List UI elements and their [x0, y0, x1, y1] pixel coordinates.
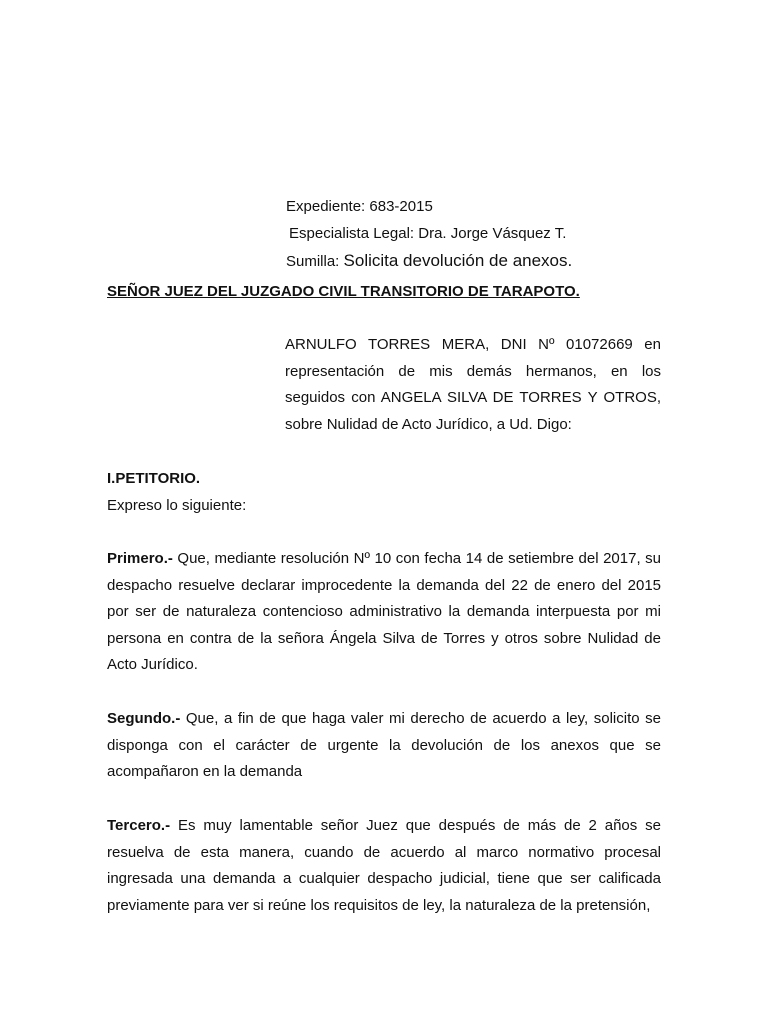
- addressee-heading: SEÑOR JUEZ DEL JUZGADO CIVIL TRANSITORIO DE TARAPOTO.: [107, 283, 580, 300]
- sumilla-label: Sumilla:: [286, 253, 340, 270]
- petitorio-subtitle: Expreso lo siguiente:: [107, 497, 247, 514]
- paragraph-label: Primero.-: [107, 550, 173, 567]
- especialista-line: Especialista Legal: Dra. Jorge Vásquez T.: [289, 225, 567, 242]
- paragraph-primero: [107, 546, 661, 679]
- paragraph-text: Que, a fin de que haga valer mi derecho de acuerdo a ley, solicito se disponga con el carácter de urgente la devolución de los anexos que se acompañaron en la demanda: [107, 710, 661, 781]
- paragraph-tercero: [107, 813, 661, 919]
- sumilla-value: Solicita devolución de anexos.: [343, 251, 573, 270]
- sumilla-line: [286, 252, 572, 271]
- expediente-line: Expediente: 683-2015: [286, 198, 433, 215]
- paragraph-text: Es muy lamentable señor Juez que después de más de 2 años se resuelva de esta manera, cuando de acuerdo al marco normativo procesal ingresada una demanda a cualquier despacho judicial, tiene que ser calificada previamente para ver si reúne los requisitos de ley, la naturaleza de la pretensión,: [107, 817, 661, 914]
- petitorio-title: I.PETITORIO.: [107, 470, 201, 487]
- paragraph-text: Que, mediante resolución Nº 10 con fecha 14 de setiembre del 2017, su despacho resuelve declarar improcedente la demanda del 22 de enero del 2015 por ser de naturaleza contencioso administrativo la demanda interpuesta por mi persona en contra de la señora Ángela Silva de Torres y otros sobre Nulidad de Acto Jurídico.: [107, 550, 661, 674]
- paragraph-label: Segundo.-: [107, 710, 181, 727]
- paragraph-segundo: [107, 706, 661, 786]
- paragraph-label: Tercero.-: [107, 817, 171, 834]
- intro-paragraph: ARNULFO TORRES MERA, DNI Nº 01072669 en representación de mis demás hermanos, en los seguidos con ANGELA SILVA DE TORRES Y OTROS, sobre Nulidad de Acto Jurídico, a Ud. Digo:: [285, 336, 661, 433]
